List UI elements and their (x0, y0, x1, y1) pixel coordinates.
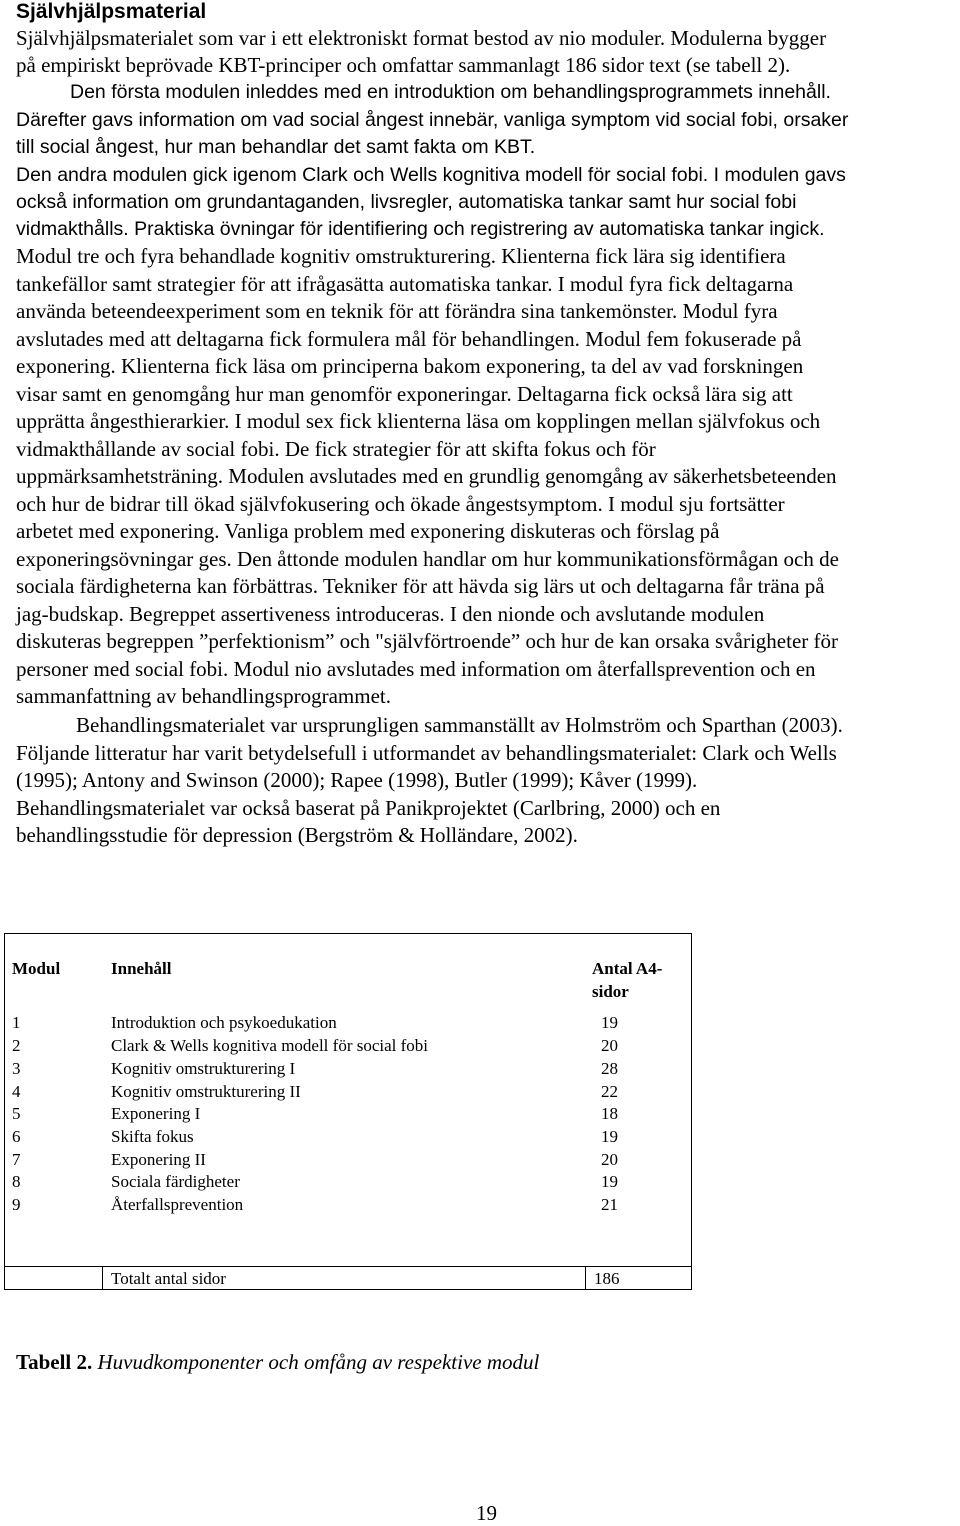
body-line: arbetet med exponering. Vanliga problem med exponering diskuteras och förslag på (16, 519, 720, 543)
body-line: vidmakthållande av social fobi. De fick strategier för att skifta fokus och för (16, 437, 656, 461)
cell-innehall: Skifta fokus (111, 1127, 194, 1146)
body-line: och hur de bidrar till ökad självfokusering och ökade ångestsymptom. I modul sju fortsätter (16, 492, 785, 516)
cell-innehall: Exponering I (111, 1104, 201, 1123)
body-line: avslutades med att deltagarna fick formulera mål för behandlingen. Modul fem fokuserade på (16, 327, 802, 351)
body-line: Modul tre och fyra behandlade kognitiv omstrukturering. Klienterna fick lära sig identifiera (16, 244, 786, 268)
body-line: behandlingsstudie för depression (Bergström & Holländare, 2002). (16, 823, 578, 847)
body-line: Behandlingsmaterialet var också baserat på Panikprojektet (Carlbring, 2000) och en (16, 796, 721, 820)
cell-modul: 2 (12, 1036, 21, 1055)
body-line: personer med social fobi. Modul nio avslutades med information om återfallsprevention och en (16, 657, 816, 681)
body-line: använda beteendeexperiment som en teknik för att förändra sina tankemönster. Modul fyra (16, 299, 778, 323)
cell-modul: 9 (12, 1195, 21, 1214)
body-line: sociala färdigheterna kan förbättras. Tekniker för att hävda sig lärs ut och deltagarna får träna på (16, 574, 825, 598)
body-line: upprätta ångesthierarkier. I modul sex fick klienterna läsa om kopplingen mellan självfokus och (16, 409, 821, 433)
body-line: Den första modulen inleddes med en introduktion om behandlingsprogrammets innehåll. (70, 81, 831, 103)
body-line: Självhjälpsmaterialet som var i ett elektroniskt format bestod av nio moduler. Modulerna bygger (16, 26, 827, 50)
body-line: till social ångest, hur man behandlar det samt fakta om KBT. (16, 136, 536, 158)
cell-innehall: Exponering II (111, 1150, 206, 1169)
page-number: 19 (476, 1501, 497, 1525)
body-line: Följande litteratur har varit betydelsefull i utformandet av behandlingsmaterialet: Clark och Wells (16, 741, 837, 765)
caption-label: Tabell 2. (16, 1350, 93, 1374)
body-line: visar samt en genomgång hur man genomför exponeringar. Deltagarna fick också lära sig att (16, 382, 793, 406)
body-line: vidmakthålls. Praktiska övningar för identifiering och registrering av automatiska tankar ingick. (16, 218, 825, 240)
cell-innehall: Clark & Wells kognitiva modell för social fobi (111, 1036, 429, 1055)
body-line: tankefällor samt strategier för att ifrågasätta automatiska tankar. I modul fyra fick deltagarna (16, 272, 794, 296)
cell-antal: 19 (601, 1013, 618, 1032)
body-line: Därefter gavs information om vad social ångest innebär, vanliga symptom vid social fobi, orsaker (16, 109, 849, 131)
body-line: diskuteras begreppen ”perfektionism” och "självförtroende” och hur de kan orsaka svårigheter för (16, 629, 839, 653)
table-border (4, 933, 692, 1290)
cell-innehall: Kognitiv omstrukturering I (111, 1059, 296, 1078)
cell-innehall: Kognitiv omstrukturering II (111, 1082, 301, 1101)
cell-modul: 8 (12, 1172, 21, 1191)
cell-innehall: Introduktion och psykoedukation (111, 1013, 337, 1032)
cell-modul: 1 (12, 1013, 21, 1032)
cell-modul: 5 (12, 1104, 21, 1123)
cell-antal: 19 (601, 1127, 618, 1146)
table-total-divider-right (585, 1266, 586, 1290)
cell-antal: 20 (601, 1036, 618, 1055)
cell-antal: 28 (601, 1059, 618, 1078)
body-line: exponering. Klienterna fick läsa om principerna bakom exponering, ta del av vad forskningen (16, 354, 804, 378)
cell-modul: 3 (12, 1059, 21, 1078)
header-innehall: Innehåll (111, 959, 172, 978)
body-line: jag-budskap. Begreppet assertiveness introduceras. I den nionde och avslutande modulen (16, 602, 765, 626)
body-line: exponeringsövningar ges. Den åttonde modulen handlar om hur kommunikationsförmågan och de (16, 547, 839, 571)
caption-text: Huvudkomponenter och omfång av respektive modul (97, 1350, 540, 1374)
table-total-separator (4, 1266, 692, 1267)
cell-modul: 4 (12, 1082, 21, 1101)
body-line: också information om grundantaganden, livsregler, automatiska tankar samt hur social fobi (16, 191, 797, 213)
body-line: på empiriskt beprövade KBT-principer och omfattar sammanlagt 186 sidor text (se tabell 2). (16, 53, 791, 77)
table-total-divider-left (102, 1266, 103, 1290)
cell-modul: 6 (12, 1127, 21, 1146)
cell-antal: 19 (601, 1172, 618, 1191)
cell-modul: 7 (12, 1150, 21, 1169)
section-heading: Självhjälpsmaterial (16, 0, 207, 23)
body-line: uppmärksamhetsträning. Modulen avslutades med en grundlig genomgång av säkerhetsbeteenden (16, 464, 837, 488)
cell-antal: 18 (601, 1104, 618, 1123)
cell-antal: 21 (601, 1195, 618, 1214)
total-label: Totalt antal sidor (111, 1269, 226, 1288)
table-caption (16, 1349, 539, 1375)
body-line: sammanfattning av behandlingsprogrammet. (16, 684, 391, 708)
header-antal: Antal A4-sidor (592, 959, 663, 1001)
header-modul: Modul (12, 959, 61, 978)
cell-innehall: Återfallsprevention (111, 1195, 244, 1214)
cell-antal: 20 (601, 1150, 618, 1169)
cell-innehall: Sociala färdigheter (111, 1172, 240, 1191)
body-line: Den andra modulen gick igenom Clark och Wells kognitiva modell för social fobi. I modulen gavs (16, 164, 846, 186)
body-line: Behandlingsmaterialet var ursprungligen sammanställt av Holmström och Sparthan (2003). (76, 713, 843, 737)
cell-antal: 22 (601, 1082, 618, 1101)
total-value: 186 (594, 1269, 620, 1288)
body-line: (1995); Antony and Swinson (2000); Rapee (1998), Butler (1999); Kåver (1999). (16, 768, 698, 792)
